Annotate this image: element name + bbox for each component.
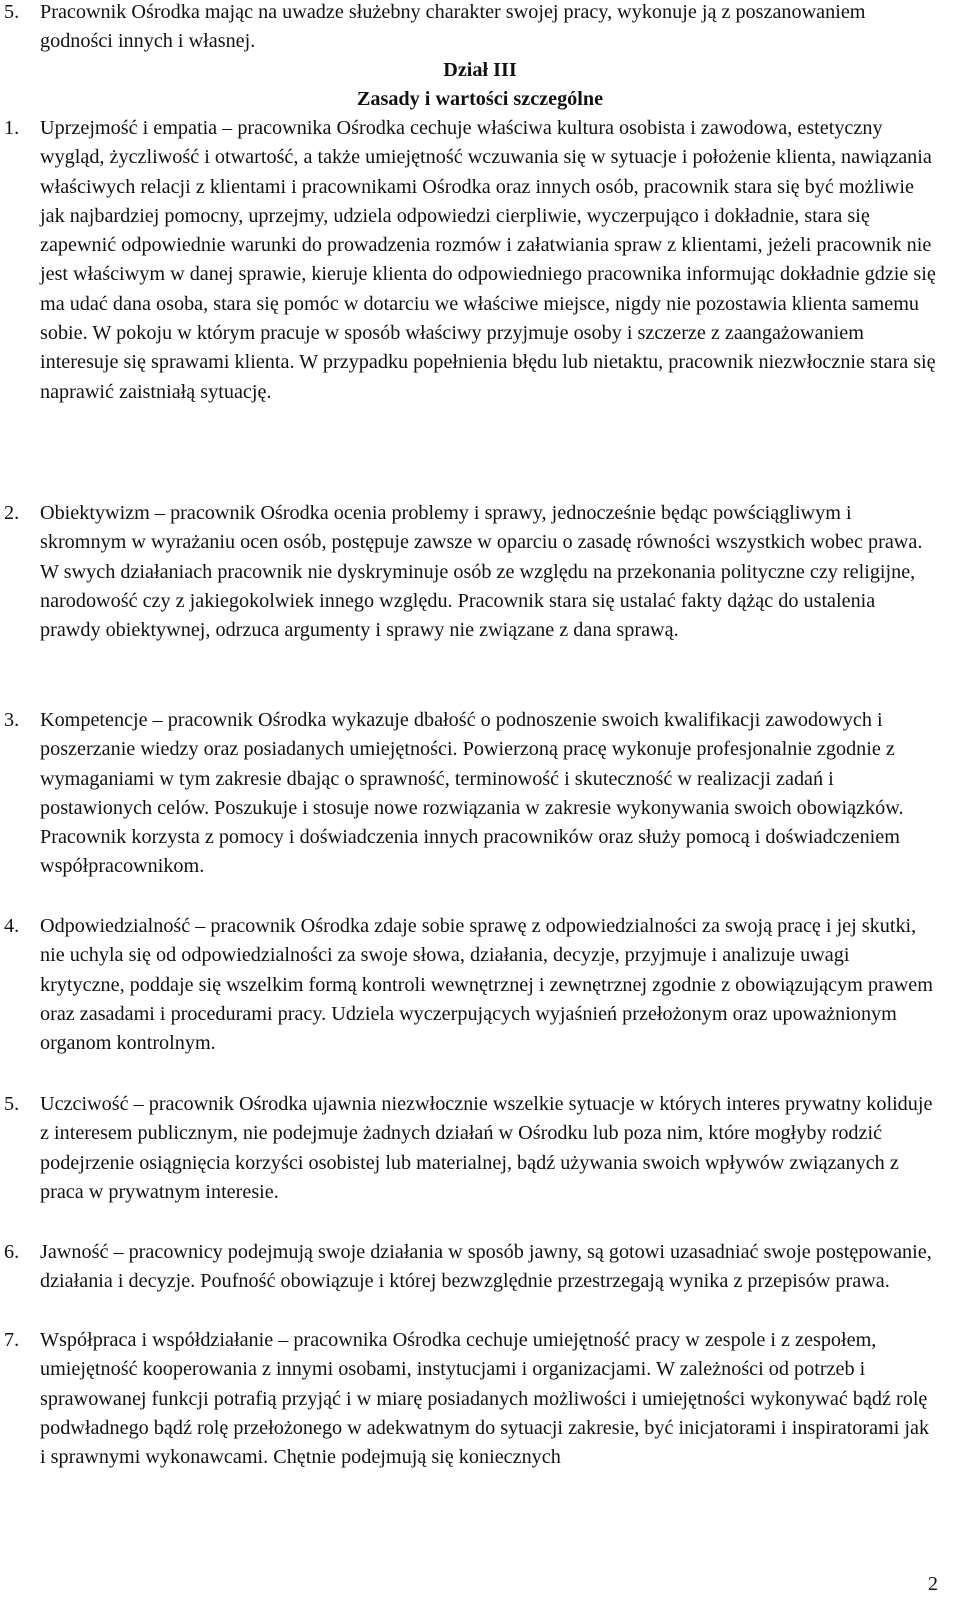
page-number: 2 xyxy=(927,1573,938,1595)
item-text: Pracownik Ośrodka mając na uwadze służebny charakter swojej pracy, wykonuje ją z poszanowaniem godności innych i własnej. xyxy=(40,1,866,53)
item-text: Obiektywizm – pracownik Ośrodka ocenia problemy i sprawy, jednocześnie będąc powściągliwym i skromnym w wyrażaniu ocen osób, postępuje zawsze w oparciu o zasadę równości wszystkich wobec prawa. W swych działaniach pracownik nie dyskryminuje osób ze względu na przekonania polityczne czy religijne, narodowość czy z jakiegokolwiek innego względu. Pracownik stara się ustalać fakty dążąc do ustalenia prawdy obiektywnej, odrzuca argumenty i sprawy nie związane z dana sprawą. xyxy=(40,502,923,642)
item-text: Kompetencje – pracownik Ośrodka wykazuje dbałość o podnoszenie swoich kwalifikacji zawodowych i poszerzanie wiedzy oraz posiadanych umiejętności. Powierzoną pracę wykonuje profesjonalnie zgodnie z wymaganiami w tym zakresie dbając o sprawność, terminowość i skuteczność w realizacji zadań i postawionych celów. Poszukuje i stosuje nowe rozwiązania w zakresie wykonywania swoich obowiązków. Pracownik korzysta z pomocy i doświadczenia innych pracowników oraz służy pomocą i doświadczeniem współpracownikom. xyxy=(40,709,904,878)
item-text: Odpowiedzialność – pracownik Ośrodka zdaje sobie sprawę z odpowiedzialności za swoją pracę i jej skutki, nie uchyla się od odpowiedzialności za swoje słowa, działania, decyzje, przyjmuje i analizuje uwagi krytyczne, poddaje się wszelkim formą kontroli wewnętrznej i zewnętrznej zgodnie z obowiązującym prawem oraz zasadami i procedurami pracy. Udziela wyczerpujących wyjaśnień przełożonym oraz upoważnionym organom kontrolnym. xyxy=(40,915,933,1055)
item-number: 5. xyxy=(4,1,20,23)
item-number: 7. xyxy=(4,1329,20,1351)
item-number: 4. xyxy=(4,915,20,937)
section-subtitle: Zasady i wartości szczególne xyxy=(356,88,604,110)
list-item-5 xyxy=(4,1090,936,1207)
list-item-3 xyxy=(4,706,936,882)
item-number: 1. xyxy=(4,117,20,139)
item-text: Jawność – pracownicy podejmują swoje działania w sposób jawny, są gotowi uzasadniać swoje postępowanie, działania i decyzje. Poufność obowiązuje i której bezwzględnie przestrzegają wynika z przepisów prawa. xyxy=(40,1241,932,1293)
list-item-2 xyxy=(4,499,936,645)
item-text: Uczciwość – pracownik Ośrodka ujawnia niezwłocznie wszelkie sytuacje w których interes prywatny koliduje z interesem publicznym, nie podejmuje żadnych działań w Ośrodku lub poza nim, które mogłyby rodzić podejrzenie osiągnięcia korzyści osobistej lub materialnej, bądź używania swoich wpływów związanych z praca w prywatnym interesie. xyxy=(40,1093,933,1203)
list-item-4 xyxy=(4,912,936,1058)
list-item-1 xyxy=(4,114,936,407)
list-item-5-intro xyxy=(4,0,936,57)
item-number: 3. xyxy=(4,709,20,731)
section-title: Dział III xyxy=(443,59,517,81)
item-number: 5. xyxy=(4,1093,20,1115)
list-item-6 xyxy=(4,1238,936,1297)
list-item-7 xyxy=(4,1326,936,1472)
item-text: Uprzejmość i empatia – pracownika Ośrodka cechuje właściwa kultura osobista i zawodowa, estetyczny wygląd, życzliwość i otwartość, a także umiejętność wczuwania się w sytuacje i położenie klienta, nawiązania właściwych relacji z klientami i pracownikami Ośrodka oraz innych osób, pracownik stara się być możliwie jak najbardziej pomocny, uprzejmy, udziela odpowiedzi cierpliwie, wyczerpująco i dokładnie, stara się zapewnić odpowiednie warunki do prowadzenia rozmów i załatwiania spraw z klientami, jeżeli pracownik nie jest właściwym w danej sprawie, kieruje klienta do odpowiedniego pracownika informując dokładnie gdzie się ma udać dana osoba, stara się pomóc w dotarciu we właściwe miejsce, nigdy nie pozostawia klienta samemu sobie. W pokoju w którym pracuje w sposób właściwy przyjmuje osoby i szczerze z zaangażowaniem interesuje się sprawami klienta. W przypadku popełnienia błędu lub nietaktu, pracownik niezwłocznie stara się naprawić zaistniałą sytuację. xyxy=(40,117,936,403)
item-number: 6. xyxy=(4,1241,20,1263)
item-number: 2. xyxy=(4,502,20,524)
item-text: Współpraca i współdziałanie – pracownika Ośrodka cechuje umiejętność pracy w zespole i z zespołem, umiejętność kooperowania z innymi osobami, instytucjami i organizacjami. W zależności od potrzeb i sprawowanej funkcji potrafią przyjąć i w miarę posiadanych możliwości i umiejętności wykonywać bądź rolę podwładnego bądź rolę przełożonego w adekwatnym do sytuacji zakresie, być inicjatorami i inspiratorami jak i sprawnymi wykonawcami. Chętnie podejmują się koniecznych xyxy=(40,1329,930,1469)
